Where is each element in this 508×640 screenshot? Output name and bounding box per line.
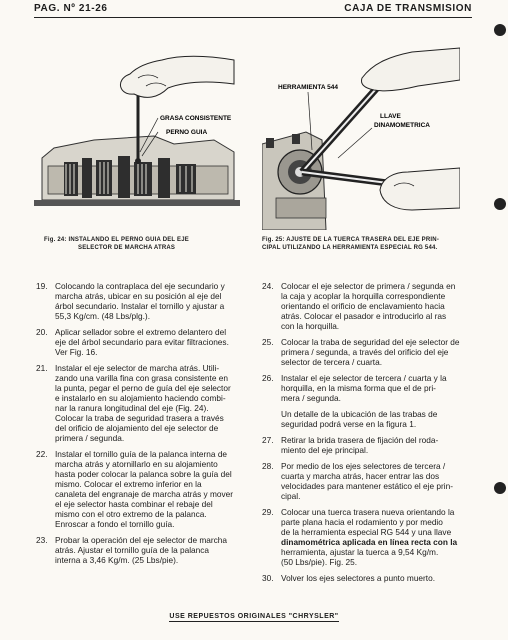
step-24: 24. Colocar el eje selector de primera / segunda en la caja y acoplar la horquilla correspondiente orientando el orificio de enclavamiento hacia atrás. Colocar el pasador e introducirlo al ras con la horquilla. (262, 281, 456, 331)
figure-25-caption: Fig. 25: AJUSTE DE LA TUERCA TRASERA DEL EJE PRIN- CIPAL UTILIZANDO LA HERRAMIENTA ESPECIAL RG 544. (262, 237, 440, 251)
step-26-note: Un detalle de la ubicación de las trabas de seguridad podrá verse en la figura 1. (281, 409, 438, 429)
step-30: 30. Volver los ejes selectores a punto muerto. (262, 573, 436, 583)
fig24-label-grease: GRASA CONSISTENTE (160, 115, 232, 122)
binder-hole-top (494, 24, 506, 36)
binder-hole-bottom (494, 482, 506, 494)
step-19: 19. Colocando la contraplaca del eje secundario y marcha atrás, ubicar en su posición al eje del árbol secundario. Instalar el tornillo y ajustar a 55,3 Kg/cm. (48 Lbs/plg.). (36, 281, 225, 321)
binder-hole-middle (494, 198, 506, 210)
step-23: 23. Probar la operación del eje selector de marcha atrás. Ajustar el tornillo guía de la palanca interna a 3,46 Kg/m. (25 Lbs/pie). (36, 535, 228, 565)
right-column (262, 281, 476, 589)
fig24-label-pin: PERNO GUIA (166, 129, 208, 136)
section-title: CAJA DE TRANSMISION (344, 3, 472, 14)
page-header (34, 3, 472, 17)
fig25-label-wrench-2: DINAMOMETRICA (374, 122, 430, 129)
step-27: 27. Retirar la brida trasera de fijación del roda- miento del eje principal. (262, 435, 439, 455)
step-28: 28. Por medio de los ejes selectores de tercera / cuarta y marcha atrás, hacer entrar las dos velocidades para mantener estático el eje prin- cipal. (262, 461, 454, 501)
step-21: 21. Instalar el eje selector de marcha atrás. Utili- zando una varilla fina con grasa consistente en la punta, pegar el perno de guía del eje selector e instalarlo en su alojamiento haciendo combi- nar la ranura longitudinal del eje (Fig. 24). Colocar la traba de seguridad trasera a través del orificio de alojamiento del eje selector de primera / segunda. (36, 363, 231, 443)
figure-24-illustration (34, 40, 240, 232)
step-22: 22. Instalar el tornillo guía de la palanca interna de marcha atrás y atornillarlo en su alojamiento hasta poder colocar la palanca sobre la guía del mismo. Colocar el extremo inferior en la canaleta del engranaje de marcha atrás y mover el eje selector hasta combinar el rebaje del mismo con el otro extremo de la palanca. Enroscar a fondo el tornillo guía. (36, 449, 234, 529)
fig25-label-wrench-1: LLAVE (380, 113, 401, 120)
step-25: 25. Colocar la traba de seguridad del eje selector de primera / segunda, a través del orificio del eje selector de tercera / cuarta. (262, 337, 460, 367)
figure-24-caption: Fig. 24: INSTALANDO EL PERNO GUIA DEL EJE SELECTOR DE MARCHA ATRAS (44, 237, 189, 251)
header-rule (34, 17, 472, 18)
step-20: 20. Aplicar sellador sobre el extremo delantero del eje del árbol secundario para evitar filtraciones. Ver Fig. 16. (36, 327, 229, 357)
figure-25-illustration (262, 40, 460, 230)
fig25-label-tool: HERRAMIENTA 544 (278, 84, 338, 91)
left-column (36, 281, 248, 571)
page-number: PAG. Nº 21-26 (34, 3, 108, 14)
page-footer: USE REPUESTOS ORIGINALES "CHRYSLER" (169, 613, 339, 620)
step-26: 26. Instalar el eje selector de tercera / cuarta y la horquilla, en la misma forma que el de pri- mera / segunda. (262, 373, 447, 403)
step-29: 29. Colocar una tuerca trasera nueva orientando la parte plana hacia el rodamiento y por medio de la herramienta especial RG 544 y una llave dinamométrica aplicada en línea recta con la herramienta, ajustar la tuerca a 9,54 Kg/m. (50 Lbs/pie). Fig. 25. (262, 507, 458, 567)
